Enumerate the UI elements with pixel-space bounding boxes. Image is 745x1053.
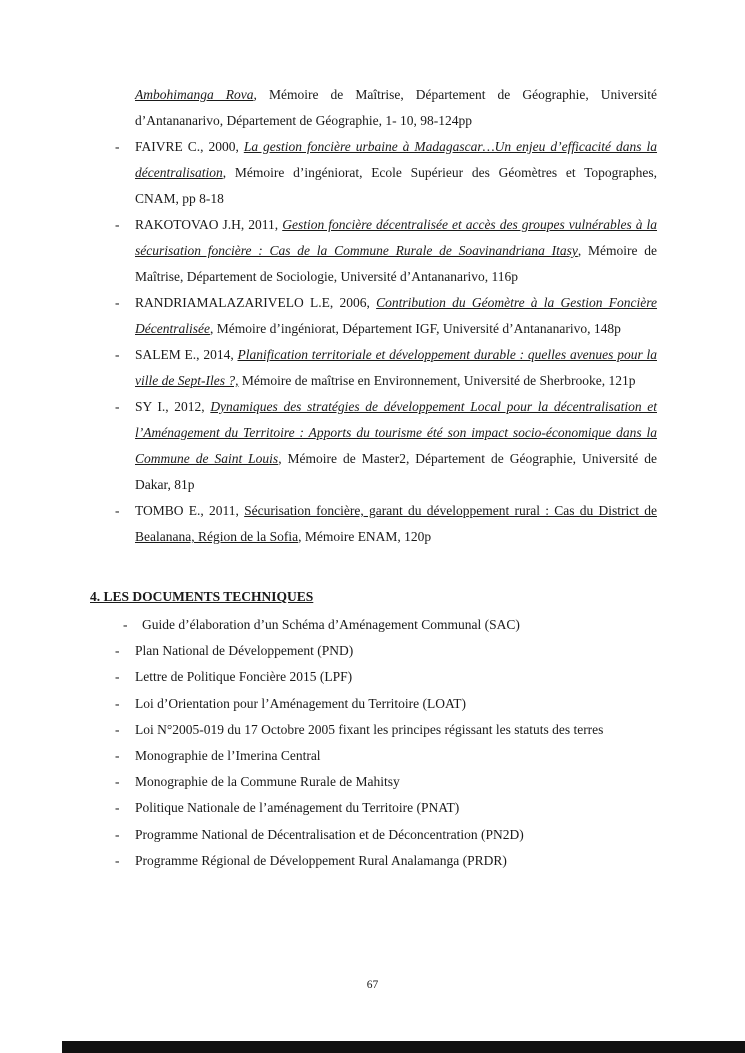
document-list-item xyxy=(115,664,657,690)
document-title: Loi d’Orientation pour l’Aménagement du Territoire (LOAT) xyxy=(135,695,466,711)
document-title: Monographie de la Commune Rurale de Mahitsy xyxy=(135,774,400,790)
reference-entry xyxy=(115,82,657,134)
reference-text: TOMBO E., 2011, xyxy=(135,503,245,518)
reference-text: RAKOTOVAO J.H, 2011, xyxy=(135,217,283,232)
reference-entry xyxy=(115,134,657,212)
document-list-item xyxy=(115,795,657,821)
dash-bullet: - xyxy=(115,826,120,842)
dash-bullet: - xyxy=(115,695,120,711)
reference-text: , Mémoire de Master2, Département de Géographie, Université de Dakar, 81p xyxy=(135,451,657,492)
section-heading-text: 4. LES DOCUMENTS TECHNIQUES xyxy=(90,589,314,604)
reference-title: La gestion foncière urbaine à Madagascar…Un enjeu d’efficacité dans la décentralisation xyxy=(135,139,658,180)
document-title: Lettre de Politique Foncière 2015 (LPF) xyxy=(135,669,353,685)
reference-text: , Mémoire ENAM, 120p xyxy=(298,529,432,544)
reference-text: SY I., 2012, xyxy=(135,399,211,414)
dash-bullet: - xyxy=(115,721,120,737)
dash-bullet: - xyxy=(115,347,120,362)
reference-entry xyxy=(115,394,657,498)
reference-text: Mémoire de maîtrise en Environnement, Université de Sherbrooke, 121p xyxy=(238,373,636,388)
reference-entry xyxy=(115,498,657,550)
dash-bullet: - xyxy=(115,643,120,659)
dash-bullet: - xyxy=(115,399,120,414)
document-list-item xyxy=(115,612,657,638)
dash-bullet: - xyxy=(115,139,120,154)
reference-title: Planification territoriale et développement durable : quelles avenues pour la ville de Sept-Iles ?, xyxy=(135,347,657,388)
document-title: Programme Régional de Développement Rural Analamanga (PRDR) xyxy=(135,852,507,868)
dash-bullet: - xyxy=(115,669,120,685)
reference-text: , Mémoire de Maîtrise, Département de Sociologie, Université d’Antananarivo, 116p xyxy=(135,243,657,284)
document-title: Loi N°2005-019 du 17 Octobre 2005 fixant les principes régissant les statuts des terres xyxy=(135,721,604,737)
dash-bullet: - xyxy=(115,295,120,310)
bottom-bar xyxy=(62,1041,745,1053)
document-list-item xyxy=(115,848,657,874)
dash-bullet: - xyxy=(115,217,120,232)
reference-title: Contribution du Géomètre à la Gestion Foncière Décentralisée xyxy=(135,295,658,336)
reference-text: SALEM E., 2014, xyxy=(135,347,238,362)
document-list-item xyxy=(115,638,657,664)
documents-section xyxy=(115,612,657,874)
document-title: Plan National de Développement (PND) xyxy=(135,643,354,659)
document-title: Programme National de Décentralisation et de Déconcentration (PN2D) xyxy=(135,826,524,842)
document-title: Politique Nationale de l’aménagement du Territoire (PNAT) xyxy=(135,800,460,816)
reference-title: Dynamiques des stratégies de développement Local pour la décentralisation et l’Aménagement du Territoire : Apports du tourisme été son impact socio-économique dans la Commune de Saint Louis xyxy=(135,399,657,466)
reference-text: , Mémoire d’ingéniorat, Ecole Supérieur des Géomètres et Topographes, CNAM, pp 8-18 xyxy=(135,165,657,206)
document-list-item xyxy=(115,717,657,743)
reference-title: Sécurisation foncière, garant du développement rural : Cas du District de Bealanana, Région de la Sofia xyxy=(135,503,657,544)
reference-entry xyxy=(115,212,657,290)
dash-bullet: - xyxy=(115,800,120,816)
section-heading xyxy=(90,584,657,610)
dash-bullet: - xyxy=(115,748,120,764)
document-list-item xyxy=(115,822,657,848)
reference-text: , Mémoire d’ingéniorat, Département IGF, Université d’Antananarivo, 148p xyxy=(209,321,621,336)
reference-text: , Mémoire de Maîtrise, Département de Géographie, Université d’Antananarivo, Département de Géographie, 1- 10, 98-124pp xyxy=(135,87,657,128)
reference-entry xyxy=(115,290,657,342)
document-list-item xyxy=(115,743,657,769)
dash-bullet: - xyxy=(115,852,120,868)
reference-text: RANDRIAMALAZARIVELO L.E, 2006, xyxy=(135,295,377,310)
dash-bullet: - xyxy=(115,774,120,790)
references-section xyxy=(115,82,657,550)
reference-title: Ambohimanga Rova xyxy=(135,87,254,102)
document-title: Guide d’élaboration d’un Schéma d’Aménagement Communal (SAC) xyxy=(142,617,520,632)
reference-entry xyxy=(115,342,657,394)
dash-bullet: - xyxy=(123,617,128,632)
reference-text: FAIVRE C., 2000, xyxy=(135,139,244,154)
document-title: Monographie de l’Imerina Central xyxy=(135,748,321,764)
document-list-item xyxy=(115,769,657,795)
reference-title: Gestion foncière décentralisée et accès des groupes vulnérables à la sécurisation foncière : Cas de la Commune Rurale de Soavinandriana Itasy xyxy=(135,217,658,258)
document-list-item xyxy=(115,691,657,717)
page-number: 67 xyxy=(366,979,379,991)
dash-bullet: - xyxy=(115,503,120,518)
